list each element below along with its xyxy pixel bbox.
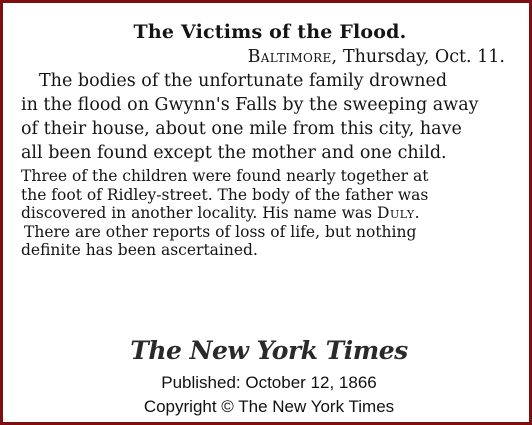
publication-date: Published: October 12, 1866 — [161, 373, 377, 392]
paragraph-line: definite has been ascertained. — [21, 241, 258, 259]
paragraph-line: all been found except the mother and one child. — [21, 143, 447, 163]
paragraph-line: The bodies of the unfortunate family drowned — [39, 71, 448, 91]
nyt-masthead-logo: The New York Times — [130, 336, 408, 365]
dateline-date: Thursday, Oct. 11. — [342, 47, 505, 67]
paragraph-line: Three of the children were found nearly together at — [21, 167, 429, 185]
paragraph-line-text: discovered in another locality. His name was — [21, 204, 378, 222]
article-paragraph-3 — [21, 223, 517, 260]
victim-surname: Duly. — [377, 204, 421, 222]
article-headline: The Victims of the Flood. — [133, 21, 407, 43]
article-paragraph-1 — [21, 69, 517, 165]
paragraph-line: of their house, about one mile from this city, have — [21, 119, 462, 139]
paragraph-line: in the flood on Gwynn's Falls by the sweeping away — [21, 95, 479, 115]
newspaper-clipping — [21, 15, 517, 260]
paragraph-line: There are other reports of loss of life, but nothing — [24, 222, 417, 241]
dateline-city: Baltimore, — [247, 47, 338, 67]
paragraph-line — [21, 204, 517, 223]
article-dateline — [21, 47, 517, 67]
article-paragraph-2 — [21, 167, 517, 223]
paragraph-line: the foot of Ridley-street. The body of the father was — [21, 185, 429, 204]
copyright-notice: Copyright © The New York Times — [143, 397, 395, 416]
